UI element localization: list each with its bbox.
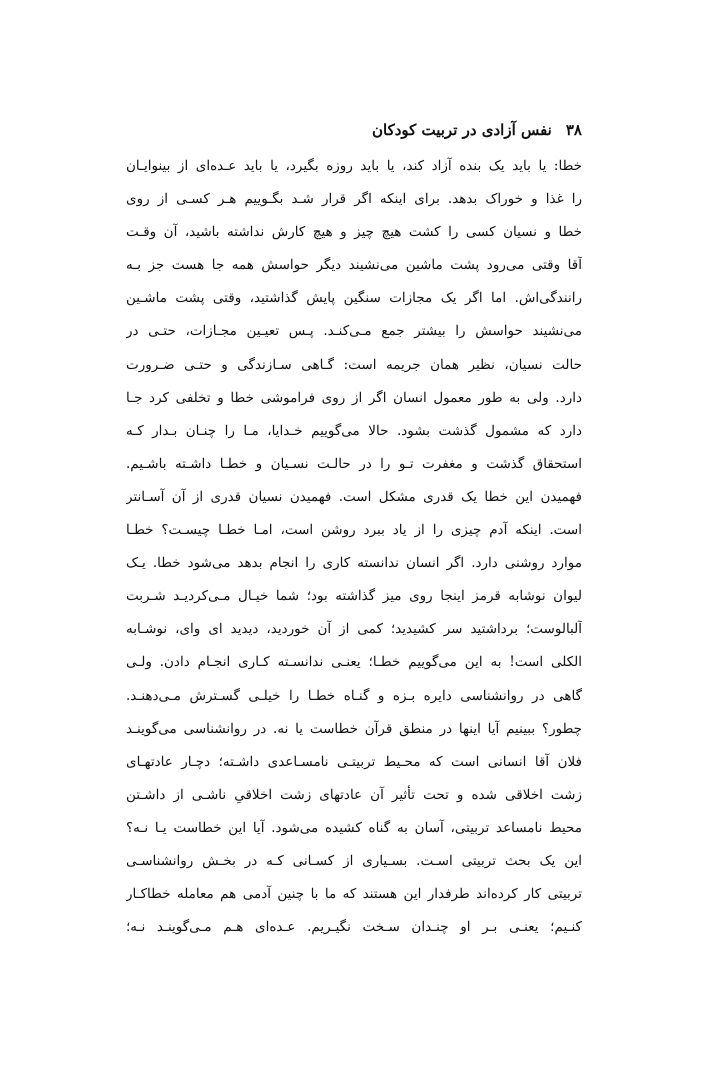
text-line: فهمیدن این خطا یک قدری مشکل است. فهمیدن نسیان قدری از آن آسـانتر — [126, 488, 582, 505]
text-line: زشت اخلاقی شده و تحت تأثیر آن عادتهای زشت اخلاقیِ ناشـی از داشـتن — [126, 786, 582, 803]
running-title: نفس آزادی در تربیت کودکان — [371, 121, 552, 139]
text-line: محیط نامساعد تربیتی، آسان به گناه کشیده می‌شود. آیا این خطاست یـا نـه؟ — [126, 819, 582, 836]
text-line: کنـیم؛ یعنـی بـر او چنـدان سـخت نگیـریم. عـده‌ای هـم مـی‌گوینـد نـه؛ — [126, 919, 582, 936]
text-line: الکلی است! به این می‌گوییم خطـا؛ یعنـی ندانسـته کـاری انجـام دادن. ولـی — [126, 654, 582, 671]
text-line: آقا وقتی می‌رود پشت ماشین می‌نشیند دیگر حواسش همه جا هست جز بـه — [126, 257, 582, 274]
text-line: این یک بحث تربیتی اسـت. بسـیاری از کسـانی کـه در بخـش روانشناسـی — [126, 852, 582, 869]
text-line: حالت نسیان، نظیر همان جریمه است: گـاهی سـازندگی و حتـی ضـرورت — [126, 356, 582, 373]
text-line: چطور؟ ببینیم آیا اینها در منطق قرآن خطاست یا نه. در روانشناسی می‌گوینـد — [126, 720, 582, 737]
text-line: خطا: یا باید یک بنده آزاد کند، یا باید روزه بگیرد، یا باید عـده‌ای از بینوایـان — [126, 158, 582, 174]
text-line: دارد که مشمول گذشت بشود. حالا می‌گوییم خـدایا، مـا را چنـان بـدار کـه — [126, 422, 582, 439]
text-line: فلان آقا انسانی است که محـیط تربیتـی نامسـاعدی داشـته؛ دچـار عادتهـای — [126, 753, 582, 770]
text-line: آلبالوست؛ برداشتید سر کشیدید؛ کمی از آن خوردید، دیدید ای وای، نوشـابه — [126, 621, 582, 638]
text-line: را غذا و خوراک بدهد. برای اینکه اگر قرار شـد بگـوییم هـر کسـی از روی — [126, 191, 582, 208]
page-header — [126, 116, 582, 144]
page-number: ۳۸ — [565, 121, 582, 139]
text-line: گاهی در روانشناسی دایره بـزه و گنـاه خطـا را خیلـی گسـترش مـی‌دهنـد. — [126, 687, 582, 704]
text-line: است. اینکه آدم چیزی را از یاد ببرد روشن است، امـا خطـا چیسـت؟ خطـا — [126, 522, 582, 539]
text-line: دارد. ولی به طور معمول انسان اگر از روی فراموشی خطا و تخلفی کرد جـا — [126, 389, 582, 406]
text-line: استحقاق گذشت و مغفرت تـو را در حالـت نسـیان و خطـا داشـته باشـیم. — [126, 455, 582, 472]
body-text — [126, 150, 582, 944]
text-line: لیوان نوشابه قرمز اینجا روی میز گذاشته بود؛ شما خیـال مـی‌کردیـد شـربت — [126, 588, 582, 605]
text-line: تربیتی کار کرده‌اند طرفدار این هستند که ما با چنین آدمی هم معامله خطاکـار — [126, 886, 582, 903]
text-line: خطا و نسیان کسی را کشت هیچ چیز و هیچ کارش نداشته باشید، آن وقـت — [126, 224, 582, 241]
text-line: موارد روشنی دارد. اگر انسان ندانسته کاری را انجام بدهد می‌شود خطا. یـک — [126, 555, 582, 572]
text-line: رانندگی‌اش. اما اگر یک مجازات سنگین پایش گذاشتید، وقتی پشت ماشـین — [126, 290, 582, 307]
text-line: می‌نشیند حواسش را بیشتر جمع مـی‌کنـد. پـس تعیـین مجـازات، حتـی در — [126, 323, 582, 340]
